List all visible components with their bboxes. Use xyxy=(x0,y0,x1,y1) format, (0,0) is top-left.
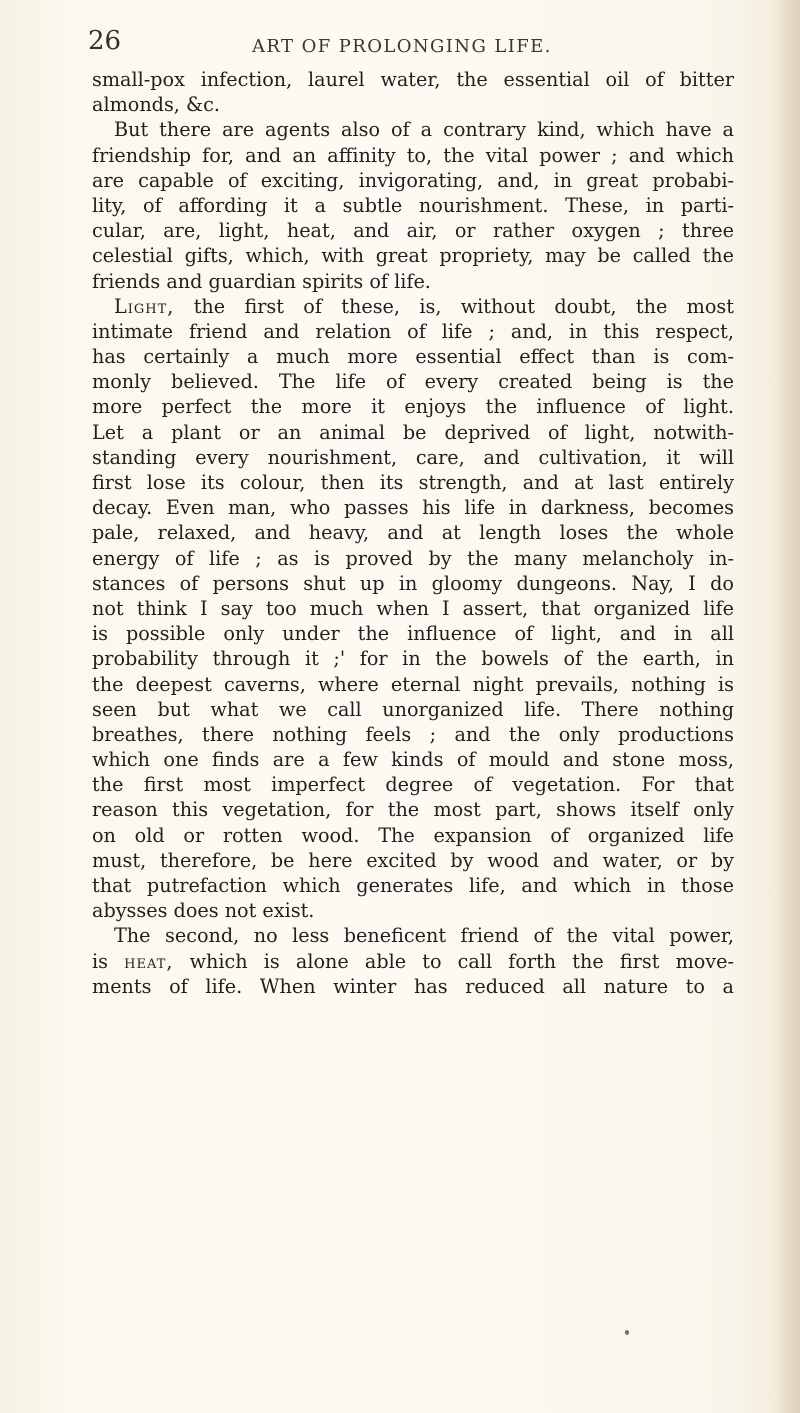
text-line: first lose its colour, then its strength, and at last entirely xyxy=(92,471,734,494)
small-caps-heat: heat, xyxy=(124,949,174,973)
text-line: on old or rotten wood. The expansion of organized life xyxy=(92,823,734,847)
text-line: decay. Even man, who passes his life in darkness, becomes xyxy=(92,496,734,520)
text-line: abysses does not exist. xyxy=(92,899,315,923)
page-header xyxy=(88,26,728,66)
text-line: which one finds are a few kinds of mould and stone moss, xyxy=(92,748,734,772)
text-line: must, therefore, be here excited by wood and water, or by xyxy=(92,848,734,872)
text-line-light: Light, the first of these, is, without doubt, the most xyxy=(114,294,734,318)
text-line: ments of life. When winter has reduced all nature to a xyxy=(92,974,734,998)
text-line: almonds, &c. xyxy=(92,93,220,117)
text-line: celestial gifts, which, with great propriety, may be called the xyxy=(92,244,734,268)
text-line: friendship for, and an affinity to, the vital power ; and which xyxy=(92,143,734,167)
text-line: not think I say too much when I assert, that organized life xyxy=(92,596,734,620)
ink-speck xyxy=(625,1330,629,1335)
text-line: The second, no less beneficent friend of the vital power, xyxy=(114,924,734,948)
text-line: seen but what we call unorganized life. There nothing xyxy=(92,697,734,721)
text-line: But there are agents also of a contrary kind, which have a xyxy=(114,118,734,142)
text-line: energy of life ; as is proved by the many melancholy in- xyxy=(92,546,734,570)
text-line: small-pox infection, laurel water, the essential oil of bitter xyxy=(92,68,734,91)
text-line: breathes, there nothing feels ; and the only productions xyxy=(92,722,734,746)
text-line: more perfect the more it enjoys the influence of light. xyxy=(92,395,734,419)
page-number: 26 xyxy=(88,26,122,56)
text-line: are capable of exciting, invigorating, and, in great probabi- xyxy=(92,168,734,192)
text-line: intimate friend and relation of life ; and, in this respect, xyxy=(92,319,734,343)
page-edge-shadow xyxy=(774,0,800,1413)
text-line-heat: is heat, which is alone able to call forth the first move- xyxy=(92,949,734,973)
text-line: is possible only under the influence of light, and in all xyxy=(92,622,734,646)
text-line: standing every nourishment, care, and cultivation, it will xyxy=(92,445,734,469)
text-line: that putrefaction which generates life, and which in those xyxy=(92,874,734,897)
text-line: pale, relaxed, and heavy, and at length loses the whole xyxy=(92,521,734,545)
text-line: monly believed. The life of every created being is the xyxy=(92,370,734,394)
text-line: has certainly a much more essential effect than is com- xyxy=(92,345,734,369)
text-line: the deepest caverns, where eternal night prevails, nothing is xyxy=(92,672,734,696)
text-line: lity, of affording it a subtle nourishment. These, in parti- xyxy=(92,193,734,217)
text-line: the first most imperfect degree of vegetation. For that xyxy=(92,773,734,797)
small-caps-light: Light, xyxy=(114,294,175,318)
text-line: reason this vegetation, for the most part, shows itself only xyxy=(92,798,734,822)
body-text xyxy=(92,67,734,999)
text-line: stances of persons shut up in gloomy dungeons. Nay, I do xyxy=(92,571,734,595)
text-line: friends and guardian spirits of life. xyxy=(92,269,431,293)
text-line: Let a plant or an animal be deprived of light, notwith- xyxy=(92,420,734,444)
text-line: probability through it ;' for in the bowels of the earth, in xyxy=(92,647,734,671)
running-head: ART OF PROLONGING LIFE. xyxy=(252,36,552,57)
text-line: cular, are, light, heat, and air, or rather oxygen ; three xyxy=(92,219,734,243)
